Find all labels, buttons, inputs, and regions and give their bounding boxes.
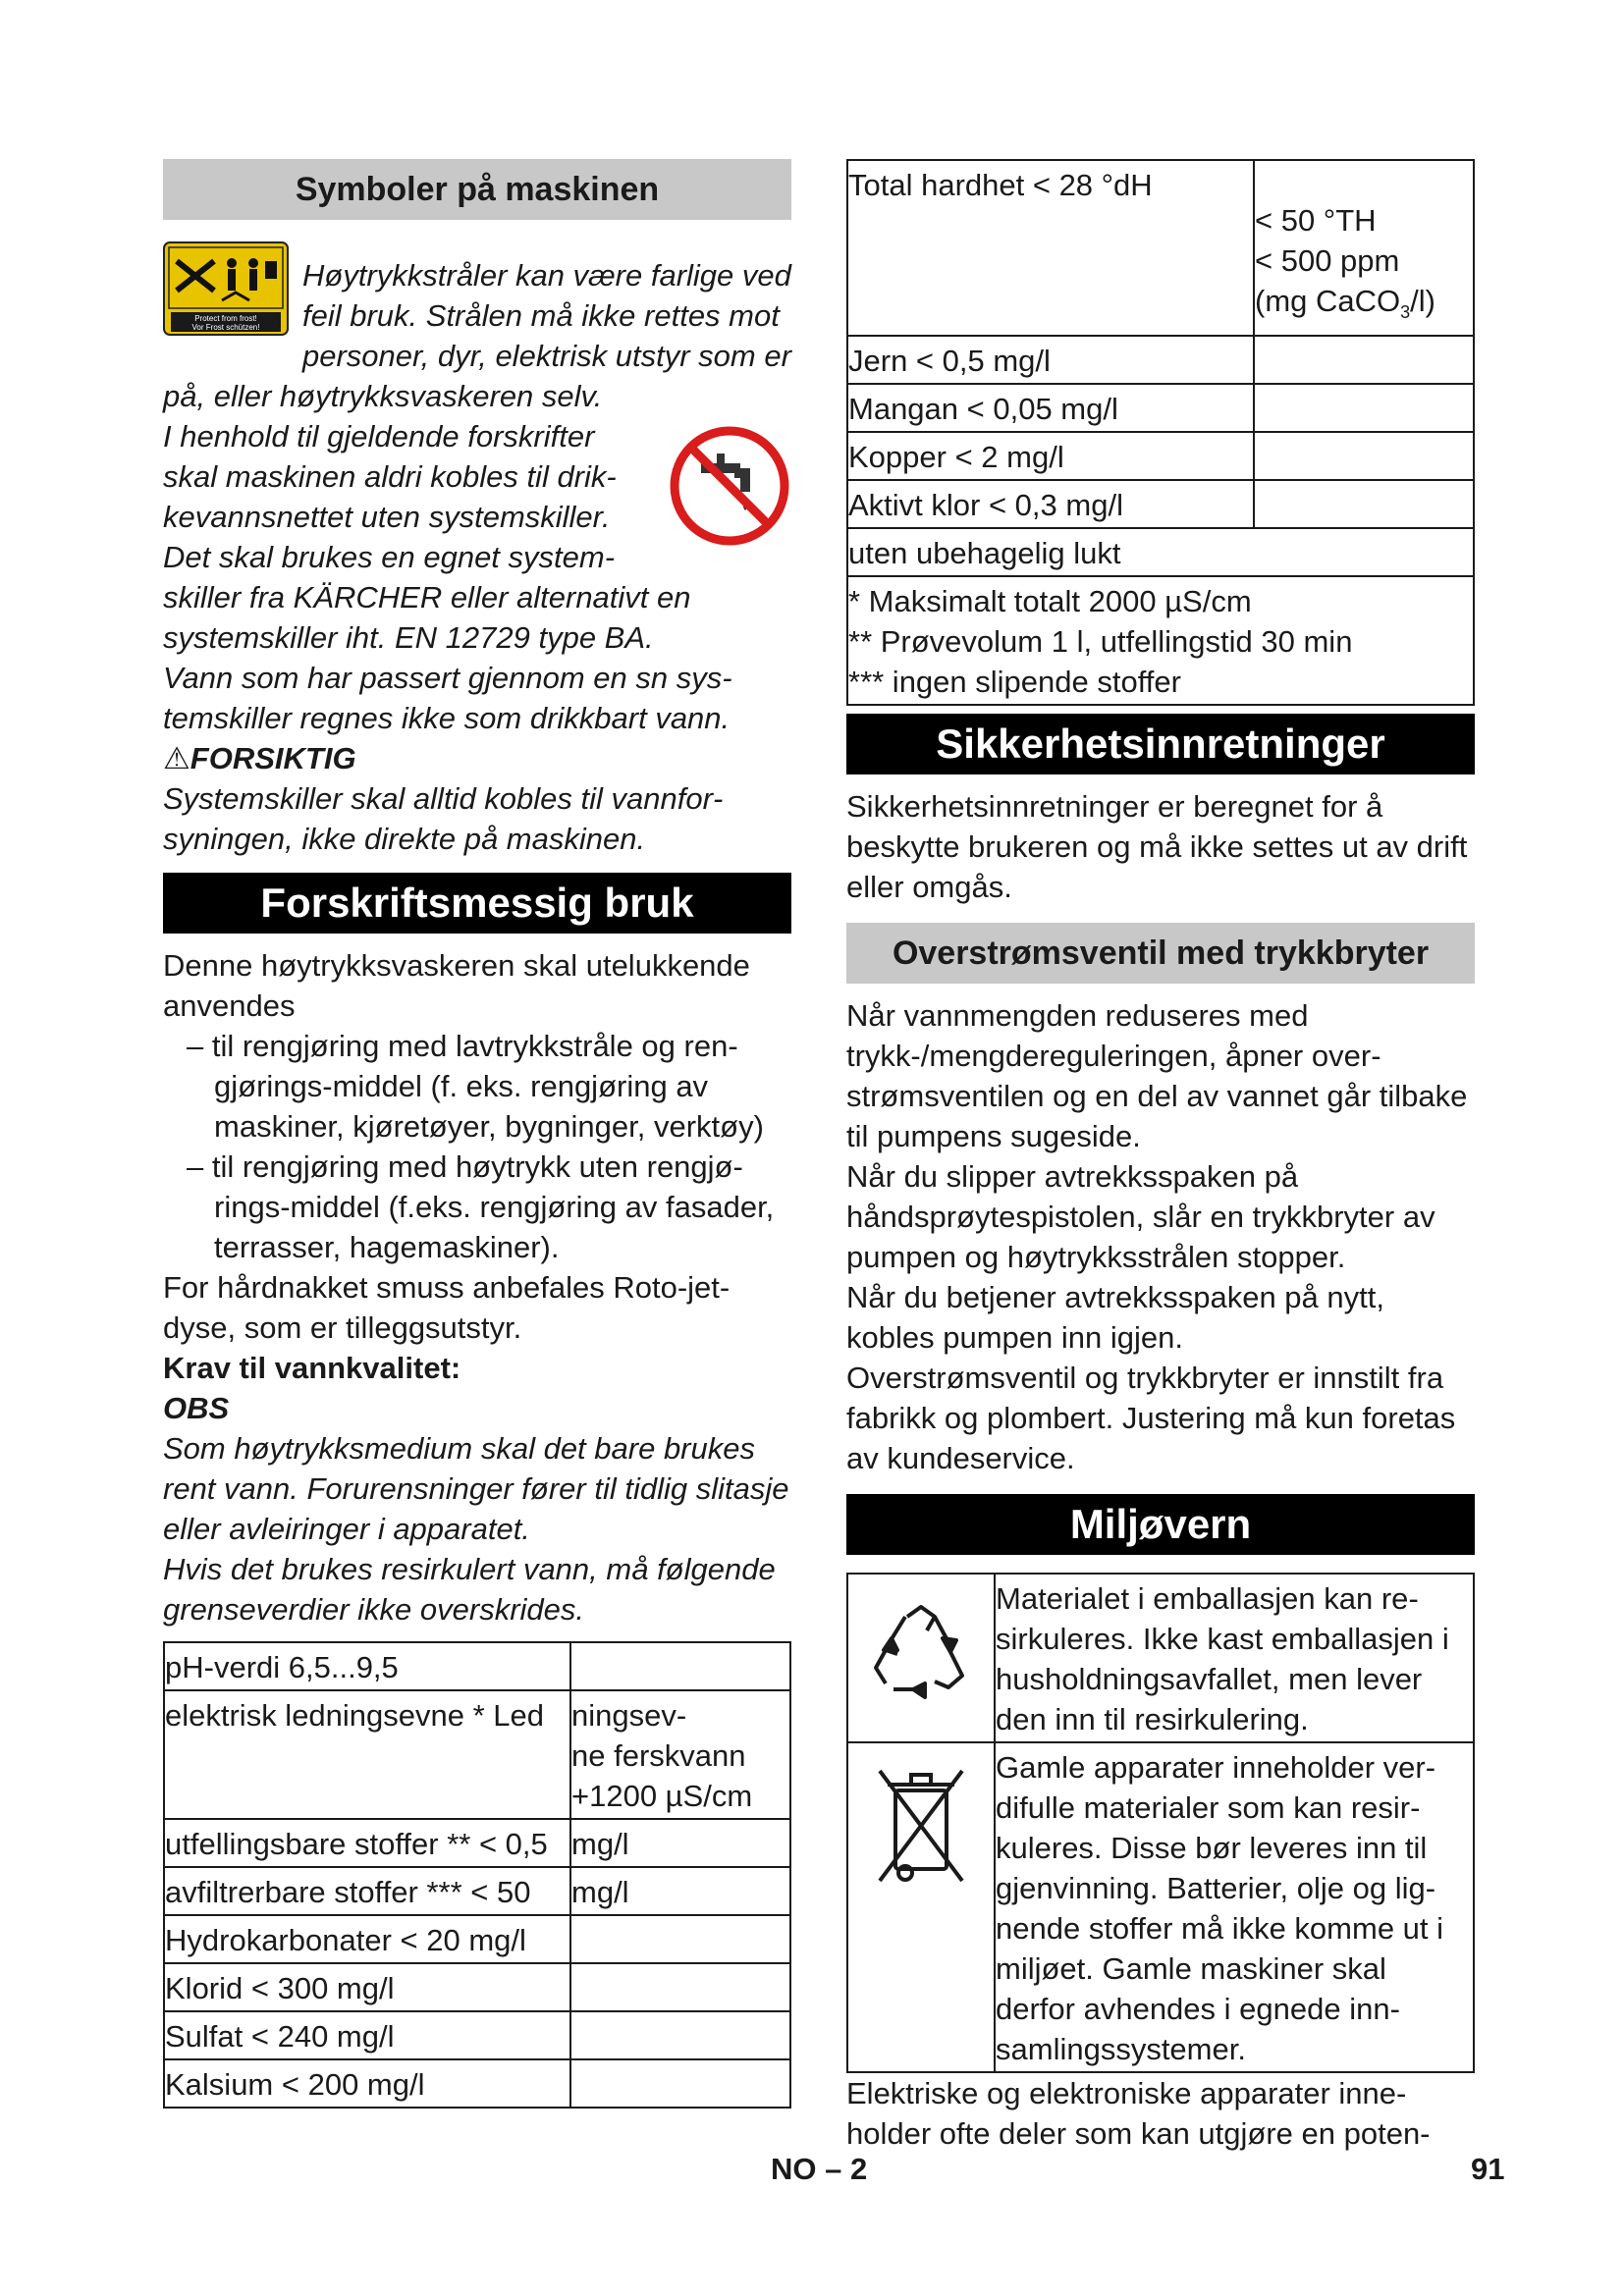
recycle-text: Materialet i emballasjen kan resirkuleres. Ikke kast emballasjen i husholdningsavfallet, men lever den inn til resirkulering. <box>995 1574 1474 1742</box>
footer-page-number: 91 <box>1471 2152 1505 2186</box>
overflow-paragraph-4: Overstrømsventil og trykkbryter er innstilt fra fabrikk og plombert. Justering må kun foretas av kundeservice. <box>846 1361 1456 1476</box>
right-column <box>846 159 1475 2154</box>
symbols-paragraph-1: Høytrykkstråler kan være farlige ved feil bruk. Strålen må ikke rettes mot personer, dyr, elektrisk utstyr som er på, eller høytrykksvaskeren selv. <box>163 258 791 413</box>
label-text-2: Vor Frost schützen! <box>191 323 260 332</box>
symbols-paragraph-2: I henhold til gjeldende forskrifter skal maskinen aldri kobles til drikkevannsnettet uten systemskiller. Det skal brukes en egnet systemskiller fra KÄRCHER eller alternativt en systemskiller iht. EN 12729 type BA. <box>163 419 691 655</box>
overflow-paragraph-1: Når vannmengden reduseres med trykk-/mengdereguleringen, åpner overstrømsventilen og en del av vannet går tilbake til pumpens sugeside. <box>846 998 1468 1154</box>
table-row <box>847 1742 1474 2072</box>
table-row <box>847 1574 1474 1742</box>
overflow-paragraph-3: Når du betjener avtrekksspaken på nytt, kobles pumpen inn igjen. <box>846 1280 1384 1356</box>
environment-table <box>846 1573 1475 2073</box>
caution-text: Systemskiller skal alltid kobles til vannforsyningen, ikke direkte på maskinen. <box>163 781 724 856</box>
table-row: pH-verdi 6,5...9,5 <box>164 1642 790 1690</box>
use-heading: Forskriftsmessig bruk <box>163 873 791 934</box>
left-column <box>163 159 791 2109</box>
use-roto: For hårdnakket smuss anbefales Roto-jet-dyse, som er tilleggsutstyr. <box>163 1270 731 1345</box>
weee-bin-icon <box>872 1761 970 1889</box>
table-row: Aktivt klor < 0,3 mg/l <box>847 480 1474 528</box>
warning-label-icon <box>163 241 289 341</box>
symbols-paragraph-3: Vann som har passert gjennom en sn systemskiller regnes ikke som drikkbart vann. <box>163 661 732 735</box>
safety-text: Sikkerhetsinnretninger er beregnet for å beskytte brukeren og må ikke settes ut av drift eller omgås. <box>846 789 1468 905</box>
obs-paragraph-1: Som høytrykksmedium skal det bare brukes rent vann. Forurensninger fører til tidlig slitasje eller avleiringer i apparatet. <box>163 1431 789 1546</box>
environment-bottom-text: Elektriske og elektroniske apparater inneholder ofte deler som kan utgjøre en poten- <box>846 2076 1431 2152</box>
use-item-1: – til rengjøring med lavtrykkstråle og rengjørings-middel (f. eks. rengjøring av maskiner, kjøretøyer, bygninger, verktøy) <box>187 1029 764 1144</box>
table-row: Mangan < 0,05 mg/l <box>847 384 1474 432</box>
recycle-icon <box>862 1599 980 1707</box>
table-row: Klorid < 300 mg/l <box>164 1963 790 2011</box>
no-tap-water-icon <box>668 424 791 553</box>
table-row: Jern < 0,5 mg/l <box>847 336 1474 384</box>
table-row: Kopper < 2 mg/l <box>847 432 1474 480</box>
table-row: elektrisk ledningsevne * Led ningsev- ne ferskvann +1200 µS/cm <box>164 1690 790 1819</box>
overflow-paragraph-2: Når du slipper avtrekksspaken på håndsprøytespistolen, slår en trykkbryter av pumpen og høytrykksstrålen stopper. <box>846 1159 1435 1275</box>
weee-text: Gamle apparater inneholder verdifulle materialer som kan resirkuleres. Disse bør leveres inn til gjenvinning. Batterier, olje og lignende stoffer må ikke komme ut i miljøet. Gamle maskiner skal derfor avhendes i egnede innsamlingssystemer. <box>995 1742 1474 2072</box>
water-limits-table <box>163 1641 791 2109</box>
table-row: Hydrokarbonater < 20 mg/l <box>164 1915 790 1963</box>
symbols-heading: Symboler på maskinen <box>163 159 791 220</box>
obs-label: OBS <box>163 1391 230 1425</box>
use-item-2: – til rengjøring med høytrykk uten rengjørings-middel (f.eks. rengjøring av fasader, terrasser, hagemaskiner). <box>187 1149 775 1264</box>
safety-heading: Sikkerhetsinnretninger <box>846 714 1475 774</box>
table-row: avfiltrerbare stoffer *** < 50 mg/l <box>164 1867 790 1915</box>
obs-paragraph-2: Hvis det brukes resirkulert vann, må følgende grenseverdier ikke overskrides. <box>163 1552 776 1627</box>
use-intro: Denne høytrykksvaskeren skal utelukkende anvendes <box>163 948 750 1023</box>
caution-icon: ⚠ <box>163 741 190 775</box>
table-row: Total hardhet < 28 °dH < 50 °TH < 500 ppm (mg CaCO$_3$/l) <box>847 160 1474 336</box>
footer-section-code: NO – 2 <box>771 2152 868 2186</box>
label-text-1: Protect from frost! <box>194 314 257 323</box>
caution-label: ⚠FORSIKTIG <box>163 741 356 775</box>
hardness-table <box>846 159 1475 706</box>
environment-heading: Miljøvern <box>846 1494 1475 1555</box>
table-row: utfellingsbare stoffer ** < 0,5 mg/l <box>164 1819 790 1867</box>
table-row: uten ubehagelig lukt <box>847 528 1474 576</box>
water-heading: Krav til vannkvalitet: <box>163 1351 461 1385</box>
table-row: Kalsium < 200 mg/l <box>164 2059 790 2108</box>
table-notes: * Maksimalt totalt 2000 µS/cm ** Prøvevolum 1 l, utfellingstid 30 min *** ingen slipende stoffer <box>847 576 1474 705</box>
overflow-heading: Overstrømsventil med trykkbryter <box>846 923 1475 984</box>
table-row: Sulfat < 240 mg/l <box>164 2011 790 2059</box>
